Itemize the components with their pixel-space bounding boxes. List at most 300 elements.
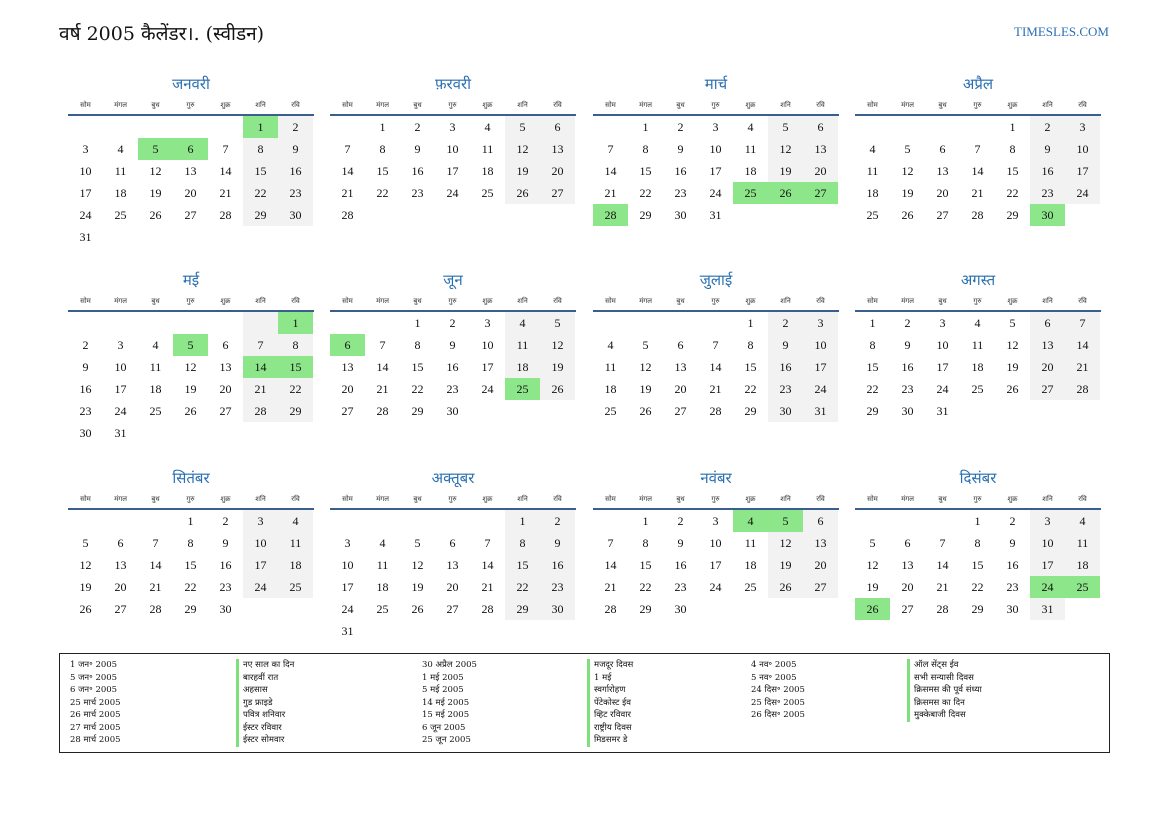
day-cell: 5	[540, 312, 575, 334]
day-cell: 15	[184, 558, 197, 572]
weekday-label: मंगल	[114, 101, 127, 109]
day-cell: 18	[481, 164, 494, 178]
day-cell: 12	[79, 558, 92, 572]
weekday-label: शुक्र	[482, 101, 493, 109]
holiday-day: 25	[1065, 576, 1100, 598]
weekday-label: शुक्र	[220, 101, 231, 109]
day-cell: 18	[149, 382, 162, 396]
weekday-label: शनि	[517, 297, 528, 305]
day-cell: 20	[114, 580, 127, 594]
legend-date: 28 मार्च 2005	[70, 735, 121, 745]
empty-cell	[960, 116, 995, 138]
day-cell: 1	[642, 120, 649, 134]
day-cell: 2	[1009, 514, 1016, 528]
day-cell: 19	[540, 356, 575, 378]
weekday-label: बुध	[413, 297, 422, 305]
day-cell: 14	[219, 164, 232, 178]
weekday-label: बुध	[151, 101, 160, 109]
day-cell: 6	[939, 142, 946, 156]
month-name: अक्तूबर	[431, 469, 475, 487]
day-cell: 8	[642, 142, 649, 156]
day-grid	[593, 510, 839, 620]
day-cell: 31	[709, 208, 722, 222]
day-cell: 20	[446, 580, 459, 594]
weekday-label: सोम	[342, 101, 353, 109]
day-cell: 2	[414, 120, 421, 134]
day-grid	[855, 312, 1101, 422]
day-cell: 6	[222, 338, 229, 352]
day-cell: 16	[79, 382, 92, 396]
weekday-label: शनि	[1042, 297, 1053, 305]
day-grid	[593, 116, 839, 226]
day-cell: 19	[901, 186, 914, 200]
legend-holiday-name: स्वर्गारोहण	[587, 684, 633, 697]
day-cell: 13	[114, 558, 127, 572]
day-cell: 24	[481, 382, 494, 396]
day-cell: 10	[936, 338, 949, 352]
day-cell: 30	[79, 426, 92, 440]
day-cell: 24	[709, 580, 722, 594]
day-cell: 5	[82, 536, 89, 550]
weekday-label: बुध	[676, 101, 685, 109]
weekday-label: गुरु	[448, 495, 457, 503]
legend-holiday-name: अहसास	[236, 684, 294, 697]
empty-cell	[173, 116, 208, 138]
day-cell: 10	[114, 360, 127, 374]
day-cell: 25	[376, 602, 389, 616]
month-block	[330, 466, 576, 642]
day-cell: 7	[607, 142, 614, 156]
day-cell: 2	[677, 120, 684, 134]
day-cell: 22	[505, 576, 540, 598]
month-block	[855, 72, 1101, 226]
day-cell: 22	[866, 382, 879, 396]
day-cell: 28	[243, 400, 278, 422]
day-cell: 7	[344, 142, 351, 156]
day-cell: 19	[149, 186, 162, 200]
day-cell: 23	[1030, 182, 1065, 204]
day-cell: 11	[505, 334, 540, 356]
day-cell: 15	[971, 558, 984, 572]
legend-date: 25 मार्च 2005	[70, 697, 121, 708]
weekday-label: रवि	[553, 101, 562, 109]
legend-date: 30 अप्रैल 2005	[422, 660, 477, 670]
day-cell: 20	[540, 160, 575, 182]
day-cell: 17	[709, 164, 722, 178]
day-cell: 18	[114, 186, 127, 200]
day-cell: 23	[446, 382, 459, 396]
month-block	[855, 466, 1101, 620]
day-cell: 2	[677, 514, 684, 528]
day-cell: 20	[901, 580, 914, 594]
empty-cell	[593, 510, 628, 532]
day-cell: 12	[768, 532, 803, 554]
weekday-label: बुध	[151, 297, 160, 305]
day-cell: 14	[604, 164, 617, 178]
day-cell: 13	[674, 360, 687, 374]
weekday-label: सोम	[80, 101, 91, 109]
month-block	[68, 268, 314, 444]
day-cell: 13	[219, 360, 232, 374]
day-cell: 30	[540, 598, 575, 620]
holiday-day: 30	[1030, 204, 1065, 226]
day-cell: 7	[152, 536, 159, 550]
day-cell: 25	[481, 186, 494, 200]
day-cell: 10	[243, 532, 278, 554]
holiday-day: 6	[173, 138, 208, 160]
day-cell: 28	[481, 602, 494, 616]
day-cell: 28	[1065, 378, 1100, 400]
day-cell: 17	[709, 558, 722, 572]
legend-holiday-name: 1 मई	[587, 672, 633, 685]
holiday-day: 26	[855, 598, 890, 620]
day-cell: 9	[677, 142, 684, 156]
day-cell: 6	[117, 536, 124, 550]
day-cell: 30	[446, 404, 459, 418]
weekday-label: सोम	[605, 495, 616, 503]
day-cell: 4	[747, 120, 754, 134]
day-cell: 28	[341, 208, 354, 222]
day-cell: 1	[747, 316, 754, 330]
day-cell: 30	[1006, 602, 1019, 616]
weekday-header	[68, 292, 314, 312]
day-cell: 27	[1030, 378, 1065, 400]
day-cell: 29	[744, 404, 757, 418]
day-cell: 13	[446, 558, 459, 572]
day-cell: 3	[117, 338, 124, 352]
empty-cell	[628, 312, 663, 334]
day-cell: 22	[1006, 186, 1019, 200]
day-cell: 29	[243, 204, 278, 226]
weekday-label: सोम	[342, 297, 353, 305]
holiday-day: 15	[278, 356, 313, 378]
empty-cell	[208, 116, 243, 138]
day-cell: 5	[768, 116, 803, 138]
day-cell: 16	[901, 360, 914, 374]
weekday-label: रवि	[816, 495, 825, 503]
weekday-label: शुक्र	[220, 495, 231, 503]
weekday-label: गुरु	[448, 297, 457, 305]
day-cell: 3	[82, 142, 89, 156]
holiday-day: 14	[243, 356, 278, 378]
legend-date: 26 मार्च 2005	[70, 710, 121, 720]
empty-cell	[103, 510, 138, 532]
empty-cell	[890, 116, 925, 138]
day-cell: 22	[744, 382, 757, 396]
weekday-label: सोम	[867, 101, 878, 109]
day-cell: 9	[1030, 138, 1065, 160]
day-cell: 27	[936, 208, 949, 222]
day-cell: 31	[1030, 598, 1065, 620]
day-cell: 15	[411, 360, 424, 374]
day-cell: 12	[1006, 338, 1019, 352]
holiday-day: 25	[505, 378, 540, 400]
day-cell: 8	[1009, 142, 1016, 156]
day-cell: 31	[79, 230, 92, 244]
month-block	[855, 268, 1101, 422]
legend-holiday-name: क्रिसमस की पूर्व संध्या	[907, 684, 982, 697]
day-cell: 21	[604, 580, 617, 594]
legend-names	[587, 659, 633, 747]
weekday-header	[593, 96, 839, 116]
site-link[interactable]: TIMESLES.COM	[1014, 24, 1109, 39]
day-cell: 9	[414, 142, 421, 156]
empty-cell	[173, 312, 208, 334]
day-cell: 23	[278, 182, 313, 204]
day-cell: 14	[971, 164, 984, 178]
day-cell: 31	[803, 400, 838, 422]
legend-names	[907, 659, 982, 722]
weekday-label: सोम	[342, 495, 353, 503]
day-cell: 14	[376, 360, 389, 374]
weekday-label: रवि	[291, 101, 300, 109]
weekday-header	[330, 292, 576, 312]
day-cell: 29	[639, 208, 652, 222]
empty-cell	[138, 312, 173, 334]
day-cell: 22	[639, 186, 652, 200]
legend-holiday-name: बारहवीं रात	[236, 672, 294, 685]
legend-holiday-name: मिडसमर डे	[587, 734, 633, 747]
day-cell: 5	[505, 116, 540, 138]
day-cell: 27	[540, 182, 575, 204]
empty-cell	[400, 510, 435, 532]
weekday-label: मंगल	[114, 495, 127, 503]
month-name: मई	[182, 271, 200, 289]
day-cell: 28	[219, 208, 232, 222]
month-block	[330, 72, 576, 226]
day-cell: 23	[540, 576, 575, 598]
day-cell: 28	[604, 602, 617, 616]
day-cell: 4	[152, 338, 159, 352]
month-block	[593, 466, 839, 620]
day-cell: 18	[278, 554, 313, 576]
day-cell: 26	[79, 602, 92, 616]
day-cell: 24	[936, 382, 949, 396]
day-cell: 18	[744, 164, 757, 178]
day-cell: 14	[1065, 334, 1100, 356]
month-block	[593, 268, 839, 422]
day-cell: 15	[376, 164, 389, 178]
day-cell: 12	[768, 138, 803, 160]
day-cell: 17	[79, 186, 92, 200]
day-grid	[855, 116, 1101, 226]
day-cell: 14	[341, 164, 354, 178]
day-grid	[68, 116, 314, 248]
day-cell: 8	[642, 536, 649, 550]
legend-holiday-name: मजदूर दिवस	[587, 659, 633, 672]
day-cell: 7	[243, 334, 278, 356]
day-grid	[330, 116, 576, 226]
day-cell: 29	[1006, 208, 1019, 222]
day-cell: 2	[278, 116, 313, 138]
day-cell: 11	[114, 164, 127, 178]
weekday-label: रवि	[291, 495, 300, 503]
legend-holiday-name: ऑल सेंट्स ईव	[907, 659, 982, 672]
day-cell: 21	[709, 382, 722, 396]
weekday-label: शनि	[255, 297, 266, 305]
day-cell: 5	[642, 338, 649, 352]
day-cell: 29	[411, 404, 424, 418]
legend-date: 1 जन॰ 2005	[70, 660, 118, 670]
day-cell: 10	[803, 334, 838, 356]
weekday-label: मंगल	[639, 297, 652, 305]
day-cell: 7	[974, 142, 981, 156]
month-name: सितंबर	[172, 469, 210, 487]
empty-cell	[365, 312, 400, 334]
day-cell: 11	[971, 338, 984, 352]
day-cell: 20	[219, 382, 232, 396]
legend-holiday-name: नए साल का दिन	[236, 659, 294, 672]
month-block	[593, 72, 839, 226]
day-cell: 27	[901, 602, 914, 616]
day-cell: 16	[674, 164, 687, 178]
holiday-day: 28	[593, 204, 628, 226]
day-cell: 6	[803, 116, 838, 138]
day-cell: 17	[481, 360, 494, 374]
weekday-header	[330, 490, 576, 510]
day-cell: 12	[866, 558, 879, 572]
day-cell: 16	[411, 164, 424, 178]
weekday-label: शुक्र	[745, 495, 756, 503]
day-cell: 28	[376, 404, 389, 418]
day-cell: 20	[803, 160, 838, 182]
day-cell: 16	[1006, 558, 1019, 572]
legend-holiday-name: ईस्टर सोमवार	[236, 734, 294, 747]
day-cell: 3	[243, 510, 278, 532]
day-cell: 26	[540, 378, 575, 400]
day-cell: 3	[449, 120, 456, 134]
legend-date: 27 मार्च 2005	[70, 722, 121, 733]
day-cell: 31	[936, 404, 949, 418]
day-cell: 18	[376, 580, 389, 594]
day-cell: 3	[712, 120, 719, 134]
day-cell: 10	[1030, 532, 1065, 554]
weekday-label: शुक्र	[220, 297, 231, 305]
legend-holiday-name: मुक्केबाजी दिवस	[907, 709, 982, 722]
day-cell: 9	[1009, 536, 1016, 550]
day-cell: 21	[149, 580, 162, 594]
day-cell: 4	[974, 316, 981, 330]
empty-cell	[855, 116, 890, 138]
day-cell: 16	[674, 558, 687, 572]
day-cell: 30	[278, 204, 313, 226]
day-cell: 20	[184, 186, 197, 200]
weekday-label: बुध	[938, 297, 947, 305]
legend-date: 15 मई 2005	[422, 710, 470, 720]
day-cell: 6	[677, 338, 684, 352]
day-cell: 11	[278, 532, 313, 554]
empty-cell	[663, 312, 698, 334]
day-cell: 21	[971, 186, 984, 200]
holiday-day: 24	[1030, 576, 1065, 598]
weekday-label: मंगल	[114, 297, 127, 305]
day-cell: 12	[505, 138, 540, 160]
weekday-label: शनि	[255, 101, 266, 109]
weekday-label: शुक्र	[745, 101, 756, 109]
day-cell: 13	[341, 360, 354, 374]
weekday-label: गुरु	[711, 297, 720, 305]
day-cell: 16	[219, 558, 232, 572]
legend-date: 5 जन॰ 2005	[70, 672, 118, 683]
month-name: अगस्त	[960, 271, 996, 289]
day-cell: 19	[768, 160, 803, 182]
legend-date: 14 मई 2005	[422, 697, 470, 708]
weekday-header	[593, 490, 839, 510]
day-cell: 26	[411, 602, 424, 616]
holiday-day: 26	[768, 182, 803, 204]
day-cell: 31	[341, 624, 354, 638]
weekday-label: सोम	[80, 495, 91, 503]
day-cell: 22	[278, 378, 313, 400]
holiday-legend	[59, 653, 1110, 753]
day-cell: 2	[540, 510, 575, 532]
empty-cell	[103, 312, 138, 334]
day-cell: 13	[803, 138, 838, 160]
holiday-day: 4	[733, 510, 768, 532]
day-cell: 12	[149, 164, 162, 178]
day-cell: 20	[803, 554, 838, 576]
day-cell: 24	[114, 404, 127, 418]
weekday-label: शुक्र	[1007, 495, 1018, 503]
day-cell: 28	[936, 602, 949, 616]
legend-date: 1 मई 2005	[422, 672, 464, 683]
day-cell: 20	[1030, 356, 1065, 378]
day-cell: 3	[1065, 116, 1100, 138]
legend-holiday-name: राष्ट्रीय दिवस	[587, 722, 633, 735]
empty-cell	[138, 510, 173, 532]
day-cell: 10	[709, 142, 722, 156]
weekday-label: गुरु	[186, 495, 195, 503]
weekday-label: रवि	[291, 297, 300, 305]
day-cell: 26	[768, 576, 803, 598]
day-cell: 8	[505, 532, 540, 554]
day-cell: 9	[449, 338, 456, 352]
weekday-label: रवि	[816, 297, 825, 305]
day-cell: 6	[449, 536, 456, 550]
day-cell: 19	[79, 580, 92, 594]
day-cell: 23	[1006, 580, 1019, 594]
day-cell: 17	[803, 356, 838, 378]
weekday-header	[68, 96, 314, 116]
day-cell: 28	[149, 602, 162, 616]
day-cell: 25	[149, 404, 162, 418]
weekday-label: शुक्र	[745, 297, 756, 305]
day-cell: 27	[219, 404, 232, 418]
month-block	[68, 72, 314, 248]
day-cell: 6	[904, 536, 911, 550]
day-cell: 22	[376, 186, 389, 200]
day-cell: 8	[187, 536, 194, 550]
weekday-label: शुक्र	[482, 495, 493, 503]
empty-cell	[68, 510, 103, 532]
empty-cell	[925, 510, 960, 532]
day-cell: 13	[1030, 334, 1065, 356]
day-cell: 8	[747, 338, 754, 352]
day-cell: 27	[114, 602, 127, 616]
legend-dates	[70, 659, 121, 747]
day-cell: 25	[744, 580, 757, 594]
day-cell: 22	[639, 580, 652, 594]
holiday-day: 1	[243, 116, 278, 138]
day-cell: 26	[639, 404, 652, 418]
day-cell: 18	[866, 186, 879, 200]
day-cell: 11	[376, 558, 389, 572]
day-cell: 21	[376, 382, 389, 396]
day-cell: 27	[446, 602, 459, 616]
day-cell: 10	[79, 164, 92, 178]
day-cell: 14	[709, 360, 722, 374]
day-cell: 27	[803, 576, 838, 598]
